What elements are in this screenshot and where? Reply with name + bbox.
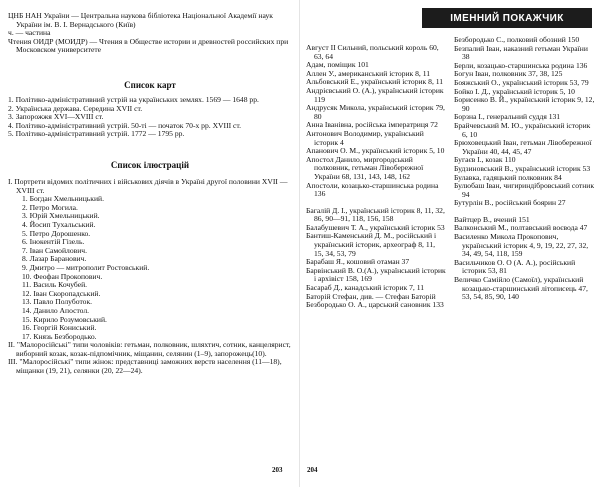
index-entry: Баторій Стефан, див. — Стефан Баторій [306,291,436,301]
index-entry: Апостол Данило, миргородський полковник, гетьман Лівобережної України 68, 131, 143, 148, 162 [306,154,424,181]
abbreviations-list [8,12,293,55]
index-entry: Балабушевич Т. А., український історик 53 [306,222,445,232]
page-number: 204 [307,466,318,474]
abbreviation-entry: Чтения ОИДР (МОИДР) — Чтения в Обществе истории и древностей российских при Московском университете [8,36,289,55]
illustration-group: I. Портрети відомих політичних і військових діячів в Україні другої половини XVII — XVIII ст. [8,177,288,195]
map-entry: 5. Політико-адміністративний устрій. 1772 — 1795 рр. [8,129,185,139]
index-entry: Апостоли, козацько-старшинська родина 136 [306,180,439,199]
maps-list [8,96,293,139]
index-entry: Безбородько С., полковий обозний 150 [454,35,580,44]
index-entry: Булюбаш Іван, чигириндібровський сотник 94 [454,181,595,199]
index-entry: Валконський М., полтавський воєвода 47 [454,223,588,233]
portrait-entry: 7. Іван Самойлович. [22,245,87,255]
illustrations-heading: Список ілюстрацій [110,160,190,170]
index-entry: Антонович Володимир, український історик 4 [306,128,424,147]
index-entry: Брайчевський М. Ю., український історик 6, 10 [454,120,591,139]
index-entry: Булавка, гадяцький полковник 84 [454,172,562,182]
portrait-entry: 9. Дмитро — митрополит Ростовський. [22,262,150,272]
index-entry: Багалій Д. І., український історик 8, 11, 32, 86, 90—91, 118, 156, 158 [306,205,445,224]
portrait-entry: 1. Богдан Хмельницький. [22,194,104,204]
right-page [300,0,600,487]
illustrations-list [8,178,293,376]
index-entry: Адам, поміщик 101 [306,60,369,70]
index-entry: Бояжський О., український історик 53, 79 [454,77,589,87]
portrait-entry: 17. Князь Безбородько. [22,331,97,341]
index-entry: Бугаєв І., козак 110 [454,155,516,165]
portrait-entry: 12. Іван Скоропадський. [22,288,101,298]
portrait-entry: 10. Феофан Прокопович. [22,271,103,281]
index-entry: Барвінський В. О.(А.), український історик і архівіст 158, 169 [306,265,446,284]
portrait-entry: 13. Павло Полуботок. [22,297,93,307]
index-entry: Борисенко В. Й., український історик 9, 12, 90 [454,95,595,113]
portrait-entry: 16. Георгій Кониський. [22,323,97,333]
index-entry: Барабаш Я., кошовий отаман 37 [306,257,410,267]
portrait-entry: 3. Юрій Хмельницький. [22,211,100,221]
index-entry: Брюховецький Іван, гетьман Лівобережної України 40, 44, 45, 47 [454,138,592,156]
abbreviation-entry: ЦНБ НАН України — Центральна наукова бібліотека Національної Академії наук України ім. В. І. Вернадського (Київ) [8,11,273,29]
map-entry: 2. Українська держава. Середина XVII ст. [8,103,143,113]
index-column-left [306,44,446,310]
index-entry: Андрієвський О. (А.), український історик 119 [306,85,444,104]
portrait-entry: 6. Інокентій Гізель. [22,237,85,247]
page-number: 203 [272,466,283,474]
index-entry: Безпалий Іван, наказний гетьман України 38 [454,43,588,62]
index-entry: Борзна І., генеральний суддя 131 [454,112,561,122]
illustration-group: III. "Малоросійські" типи жінок: представниці заможних верств населення (11—18), міщанки (19, 21), селянки (20, 22—24). [8,357,282,376]
index-entry: Бойко І. Д., український історик 5, 10 [454,86,575,96]
index-entry: Величко Самійло (Самоїл), український козацько-старшинський літописець 47, 53, 54, 85, 90, 140 [454,275,588,302]
portrait-entry: 8. Лазар Баранович. [22,254,87,264]
index-entry: Апанович О. М., український історик 5, 10 [306,146,445,156]
map-entry: 1. Політико-адміністративний устрій на українських землях. 1569 — 1648 рр. [8,95,259,104]
index-entry: Василенко Микола Прокопович, український історик 4, 9, 19, 22, 27, 32, 34, 49, 54, 118, 159 [454,232,589,259]
index-entry: Аллен У., американський історик 8, 11 [306,68,431,78]
index-entry: Бантиш-Каменський Д. М., російський і український історик, археограф 8, 11, 15, 34, 53, 79 [306,231,437,258]
illustration-group: II. "Малоросійські" типи чоловіків: гетьман, полковник, шляхтич, сотник, канцелярист, виборний козак, козак-підпомічник, міщанин, селянин (1–9), запорожець(10). [8,340,291,358]
index-entry: Андрусяк Микола, український історик 79, 80 [306,103,445,121]
index-entry: Васильчиков О. О (А. А.), російський історик 53, 81 [454,257,576,276]
index-entry: Альбовський Е., український історик 8, 11 [306,77,444,87]
index-heading: ІМЕННИЙ ПОКАЖЧИК [422,8,592,28]
portrait-entry: 11. Василь Кочубей. [22,280,88,290]
index-entry: Бутурлін В., російський боярин 27 [454,198,566,208]
map-entry: 3. Запорожжя XVI—XVIII ст. [8,112,104,122]
index-entry: Анна Іванівна, російська імператриця 72 [306,120,438,130]
index-entry: Берли, козацько-старшинська родина 136 [454,60,588,70]
index-entry: Басараб Д., канадський історик 7, 11 [306,283,425,293]
index-column-right [454,36,596,302]
map-entry: 4. Політико-адміністративний устрій. 50-ті — початок 70-х рр. XVIII ст. [8,120,242,130]
maps-heading: Список карт [124,80,176,90]
portrait-entry: 14. Данило Апостол. [22,305,90,315]
portrait-entry: 4. Йосип Тухальський. [22,219,96,229]
portrait-entry: 2. Петро Могила. [22,202,78,212]
portrait-entry: 5. Петро Дорошенко. [22,228,91,238]
index-entry: Безбородько О. А., царський сановник 133 [306,300,444,310]
index-entry: Вайтцер В., вчений 151 [454,214,530,224]
abbreviation-entry: ч. — частина [8,28,51,38]
index-entry: Богун Іван, полковник 37, 38, 125 [454,69,563,79]
index-entry: Август II Сильний, польський король 60, 63, 64 [306,43,439,61]
index-entry: Будзиновський В., український історик 53 [454,163,591,173]
portrait-entry: 15. Кирило Розумовський. [22,314,107,324]
